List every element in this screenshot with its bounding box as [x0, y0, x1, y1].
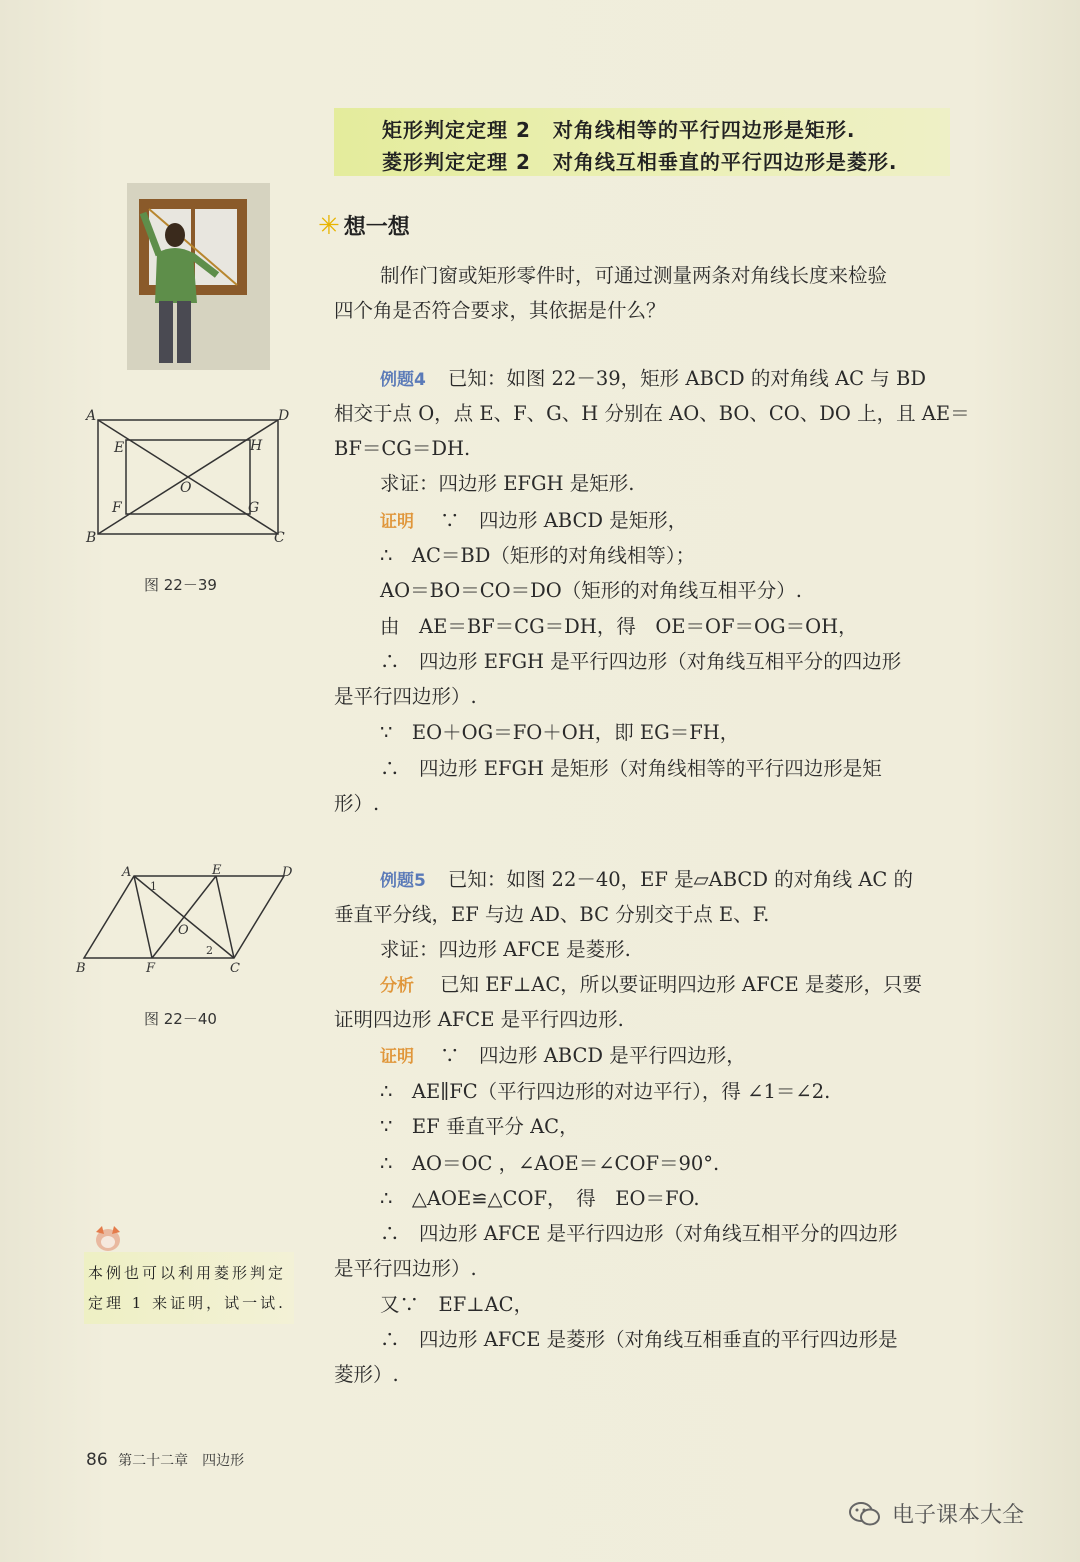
example5-proof-line4: ∴ AO＝OC ，∠AOE＝∠COF＝90°.: [380, 1152, 720, 1175]
theorem-rhombus: 菱形判定定理 2 对角线互相垂直的平行四边形是菱形.: [382, 150, 898, 174]
watermark: 电子课本大全: [848, 1498, 1024, 1529]
example5-proof-line1: 证明 ∵ 四边形 ABCD 是平行四边形，: [380, 1044, 746, 1067]
example5-analysis-line2: 证明四边形 AFCE 是平行四边形.: [334, 1008, 624, 1031]
example4-proof-line4: 由 AE＝BF＝CG＝DH，得 OE＝OF＝OG＝OH，: [380, 615, 858, 638]
wechat-icon: [848, 1500, 882, 1528]
analysis-label: 分析: [380, 976, 414, 996]
example4-proof-line3: AO＝BO＝CO＝DO（矩形的对角线互相平分）.: [380, 579, 802, 602]
label-G: G: [248, 500, 260, 516]
window-measure-photo: [127, 183, 270, 370]
label-C: C: [230, 961, 240, 976]
example4-line3: BF＝CG＝DH.: [334, 437, 471, 460]
label-O: O: [178, 923, 189, 938]
figure-22-39: [82, 402, 292, 552]
theorem-rectangle: 矩形判定定理 2 对角线相等的平行四边形是矩形.: [382, 118, 856, 142]
example4-proof-line7: ∵ EO＋OG＝FO＋OH，即 EG＝FH，: [380, 721, 740, 744]
example5-proof-line7: 是平行四边形）.: [334, 1257, 477, 1280]
angle-1-label: 1: [150, 880, 157, 893]
figure-22-40-caption: 图 22－40: [144, 1010, 217, 1028]
example4-proof-line6: 是平行四边形）.: [334, 685, 477, 708]
example4-line1: 例题4 已知：如图 22－39，矩形 ABCD 的对角线 AC 与 BD: [380, 367, 926, 390]
example4-proof-line1: 证明 ∵ 四边形 ABCD 是矩形，: [380, 509, 688, 532]
example5-analysis-line1: 分析 已知 EF⊥AC，所以要证明四边形 AFCE 是菱形，只要: [380, 973, 922, 996]
example4-goal: 求证：四边形 EFGH 是矩形.: [380, 472, 635, 495]
label-E: E: [212, 863, 222, 878]
label-F: F: [112, 500, 122, 516]
label-C: C: [274, 530, 285, 546]
theorem-box: [334, 108, 950, 176]
proof-label: 证明: [380, 1047, 414, 1067]
label-A: A: [122, 865, 132, 880]
example4-proof-line8: ∴ 四边形 EFGH 是矩形（对角线相等的平行四边形是矩: [380, 757, 882, 780]
example5-proof-line2: ∴ AE∥FC（平行四边形的对边平行），得 ∠1＝∠2.: [380, 1080, 831, 1103]
label-B: B: [86, 530, 97, 546]
example4-proof-line9: 形）.: [334, 792, 380, 815]
example5-proof-line5: ∴ △AOE≌△COF， 得 EO＝FO.: [380, 1187, 700, 1210]
example5-proof-line9: ∴ 四边形 AFCE 是菱形（对角线互相垂直的平行四边形是: [380, 1328, 898, 1351]
think-heading: ✳ 想一想: [318, 210, 410, 241]
label-O: O: [180, 480, 192, 496]
example5-proof-line8: 又∵ EF⊥AC，: [380, 1293, 534, 1316]
example4-label: 例题4: [380, 370, 426, 390]
sparkle-icon: ✳: [318, 210, 340, 241]
example5-line1: 例题5 已知：如图 22－40，EF 是▱ABCD 的对角线 AC 的: [380, 868, 914, 891]
example5-proof-line10: 菱形）.: [334, 1363, 399, 1386]
label-D: D: [278, 408, 290, 424]
proof-label: 证明: [380, 512, 414, 532]
chapter-title: 第二十二章 四边形: [118, 1453, 245, 1469]
example4-proof-line5: ∴ 四边形 EFGH 是平行四边形（对角线互相平分的四边形: [380, 650, 902, 673]
label-D: D: [282, 865, 293, 880]
label-B: B: [76, 961, 86, 976]
example5-proof-line6: ∴ 四边形 AFCE 是平行四边形（对角线互相平分的四边形: [380, 1222, 898, 1245]
example5-label: 例题5: [380, 871, 426, 891]
page-number: 86: [86, 1450, 108, 1470]
example5-proof-line3: ∵ EF 垂直平分 AC，: [380, 1115, 579, 1138]
label-A: A: [86, 408, 97, 424]
label-E: E: [114, 440, 125, 456]
figure-22-40: [74, 858, 304, 980]
side-note: 本例也可以利用菱形判定定理 1 来证明，试一试.: [84, 1252, 294, 1324]
lamp-icon: [90, 1222, 126, 1254]
think-line1: 制作门窗或矩形零件时，可通过测量两条对角线长度来检验: [380, 264, 888, 287]
figure-22-39-caption: 图 22－39: [144, 576, 217, 594]
example5-goal: 求证：四边形 AFCE 是菱形.: [380, 938, 631, 961]
example4-proof-line2: ∴ AC＝BD（矩形的对角线相等）；: [380, 544, 696, 567]
example5-line2: 垂直平分线，EF 与边 AD、BC 分别交于点 E、F.: [334, 903, 770, 926]
think-line2: 四个角是否符合要求，其依据是什么？: [334, 299, 666, 322]
label-H: H: [250, 438, 263, 454]
example4-line2: 相交于点 O，点 E、F、G、H 分别在 AO、BO、CO、DO 上，且 AE＝: [334, 402, 970, 425]
page-footer: [86, 1450, 244, 1470]
angle-2-label: 2: [206, 944, 213, 957]
label-F: F: [146, 961, 156, 976]
